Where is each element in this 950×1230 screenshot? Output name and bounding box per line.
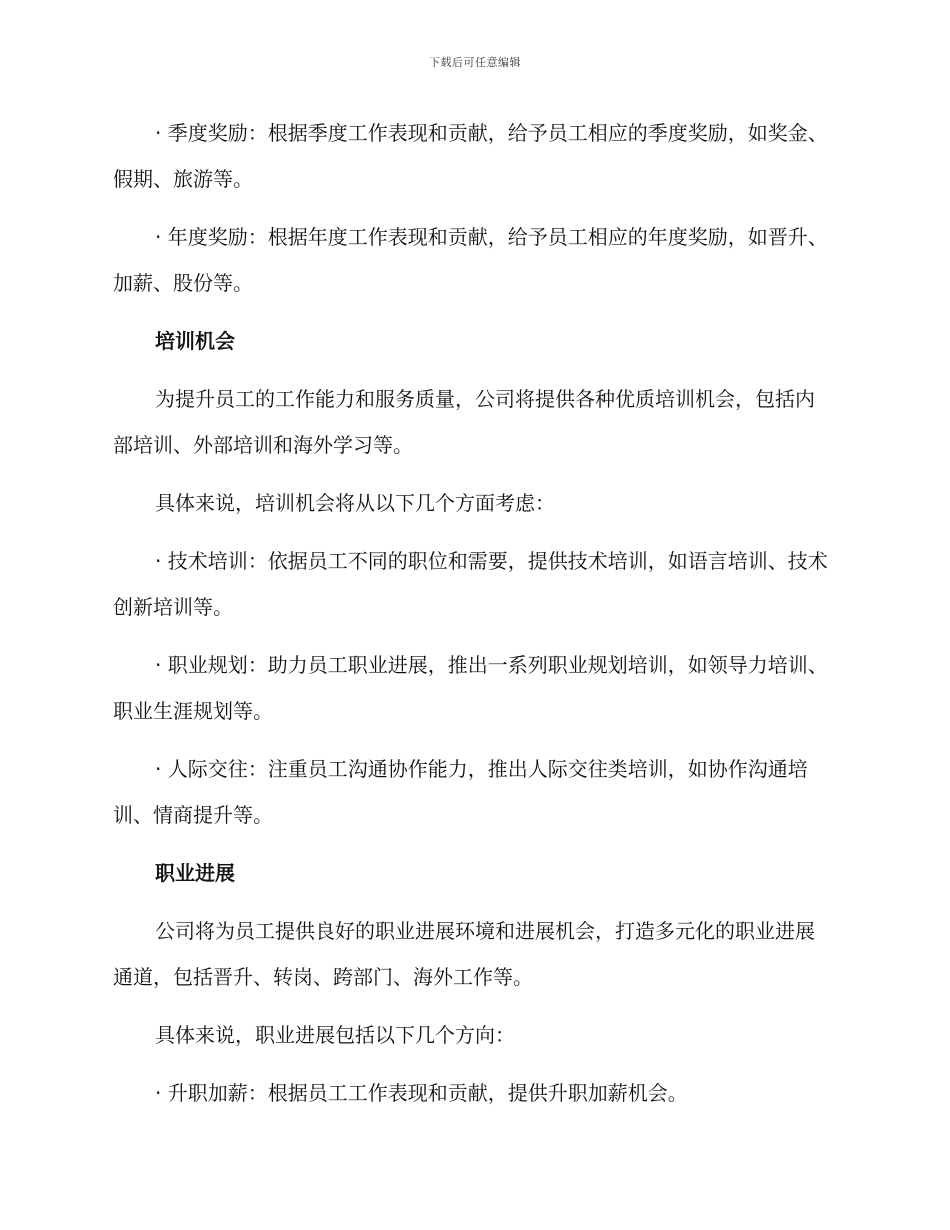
section-heading-training: 培训机会: [155, 329, 235, 353]
career-directions-paragraph: 具体来说，职业进展包括以下几个方向：: [155, 1023, 515, 1047]
bullet-career-planning: · 职业规划：助力员工职业进展，推出一系列职业规划培训，如领导力培训、职业生涯规划等。: [113, 653, 828, 723]
bullet-technical-training: · 技术培训：依据员工不同的职位和需要，提供技术培训，如语言培训、技术创新培训等。: [113, 549, 828, 619]
training-aspects-paragraph: 具体来说，培训机会将从以下几个方面考虑：: [155, 491, 555, 515]
section-heading-career: 职业进展: [155, 861, 235, 885]
bullet-promotion-raise: · 升职加薪：根据员工工作表现和贡献，提供升职加薪机会。: [155, 1081, 688, 1105]
training-intro-paragraph: 为提升员工的工作能力和服务质量，公司将提供各种优质培训机会，包括内部培训、外部培训和海外学习等。: [113, 387, 815, 457]
bullet-interpersonal: · 人际交往：注重员工沟通协作能力，推出人际交往类培训，如协作沟通培训、情商提升等。: [113, 757, 808, 827]
page-header: 下载后可任意编辑: [429, 56, 521, 69]
bullet-quarterly-reward: · 季度奖励：根据季度工作表现和贡献，给予员工相应的季度奖励，如奖金、假期、旅游等。: [113, 121, 828, 191]
document-body: [113, 110, 833, 1128]
bullet-annual-reward: · 年度奖励：根据年度工作表现和贡献，给予员工相应的年度奖励，如晋升、加薪、股份等。: [113, 225, 828, 295]
career-intro-paragraph: 公司将为员工提供良好的职业进展环境和进展机会，打造多元化的职业进展通道，包括晋升、转岗、跨部门、海外工作等。: [113, 919, 815, 989]
